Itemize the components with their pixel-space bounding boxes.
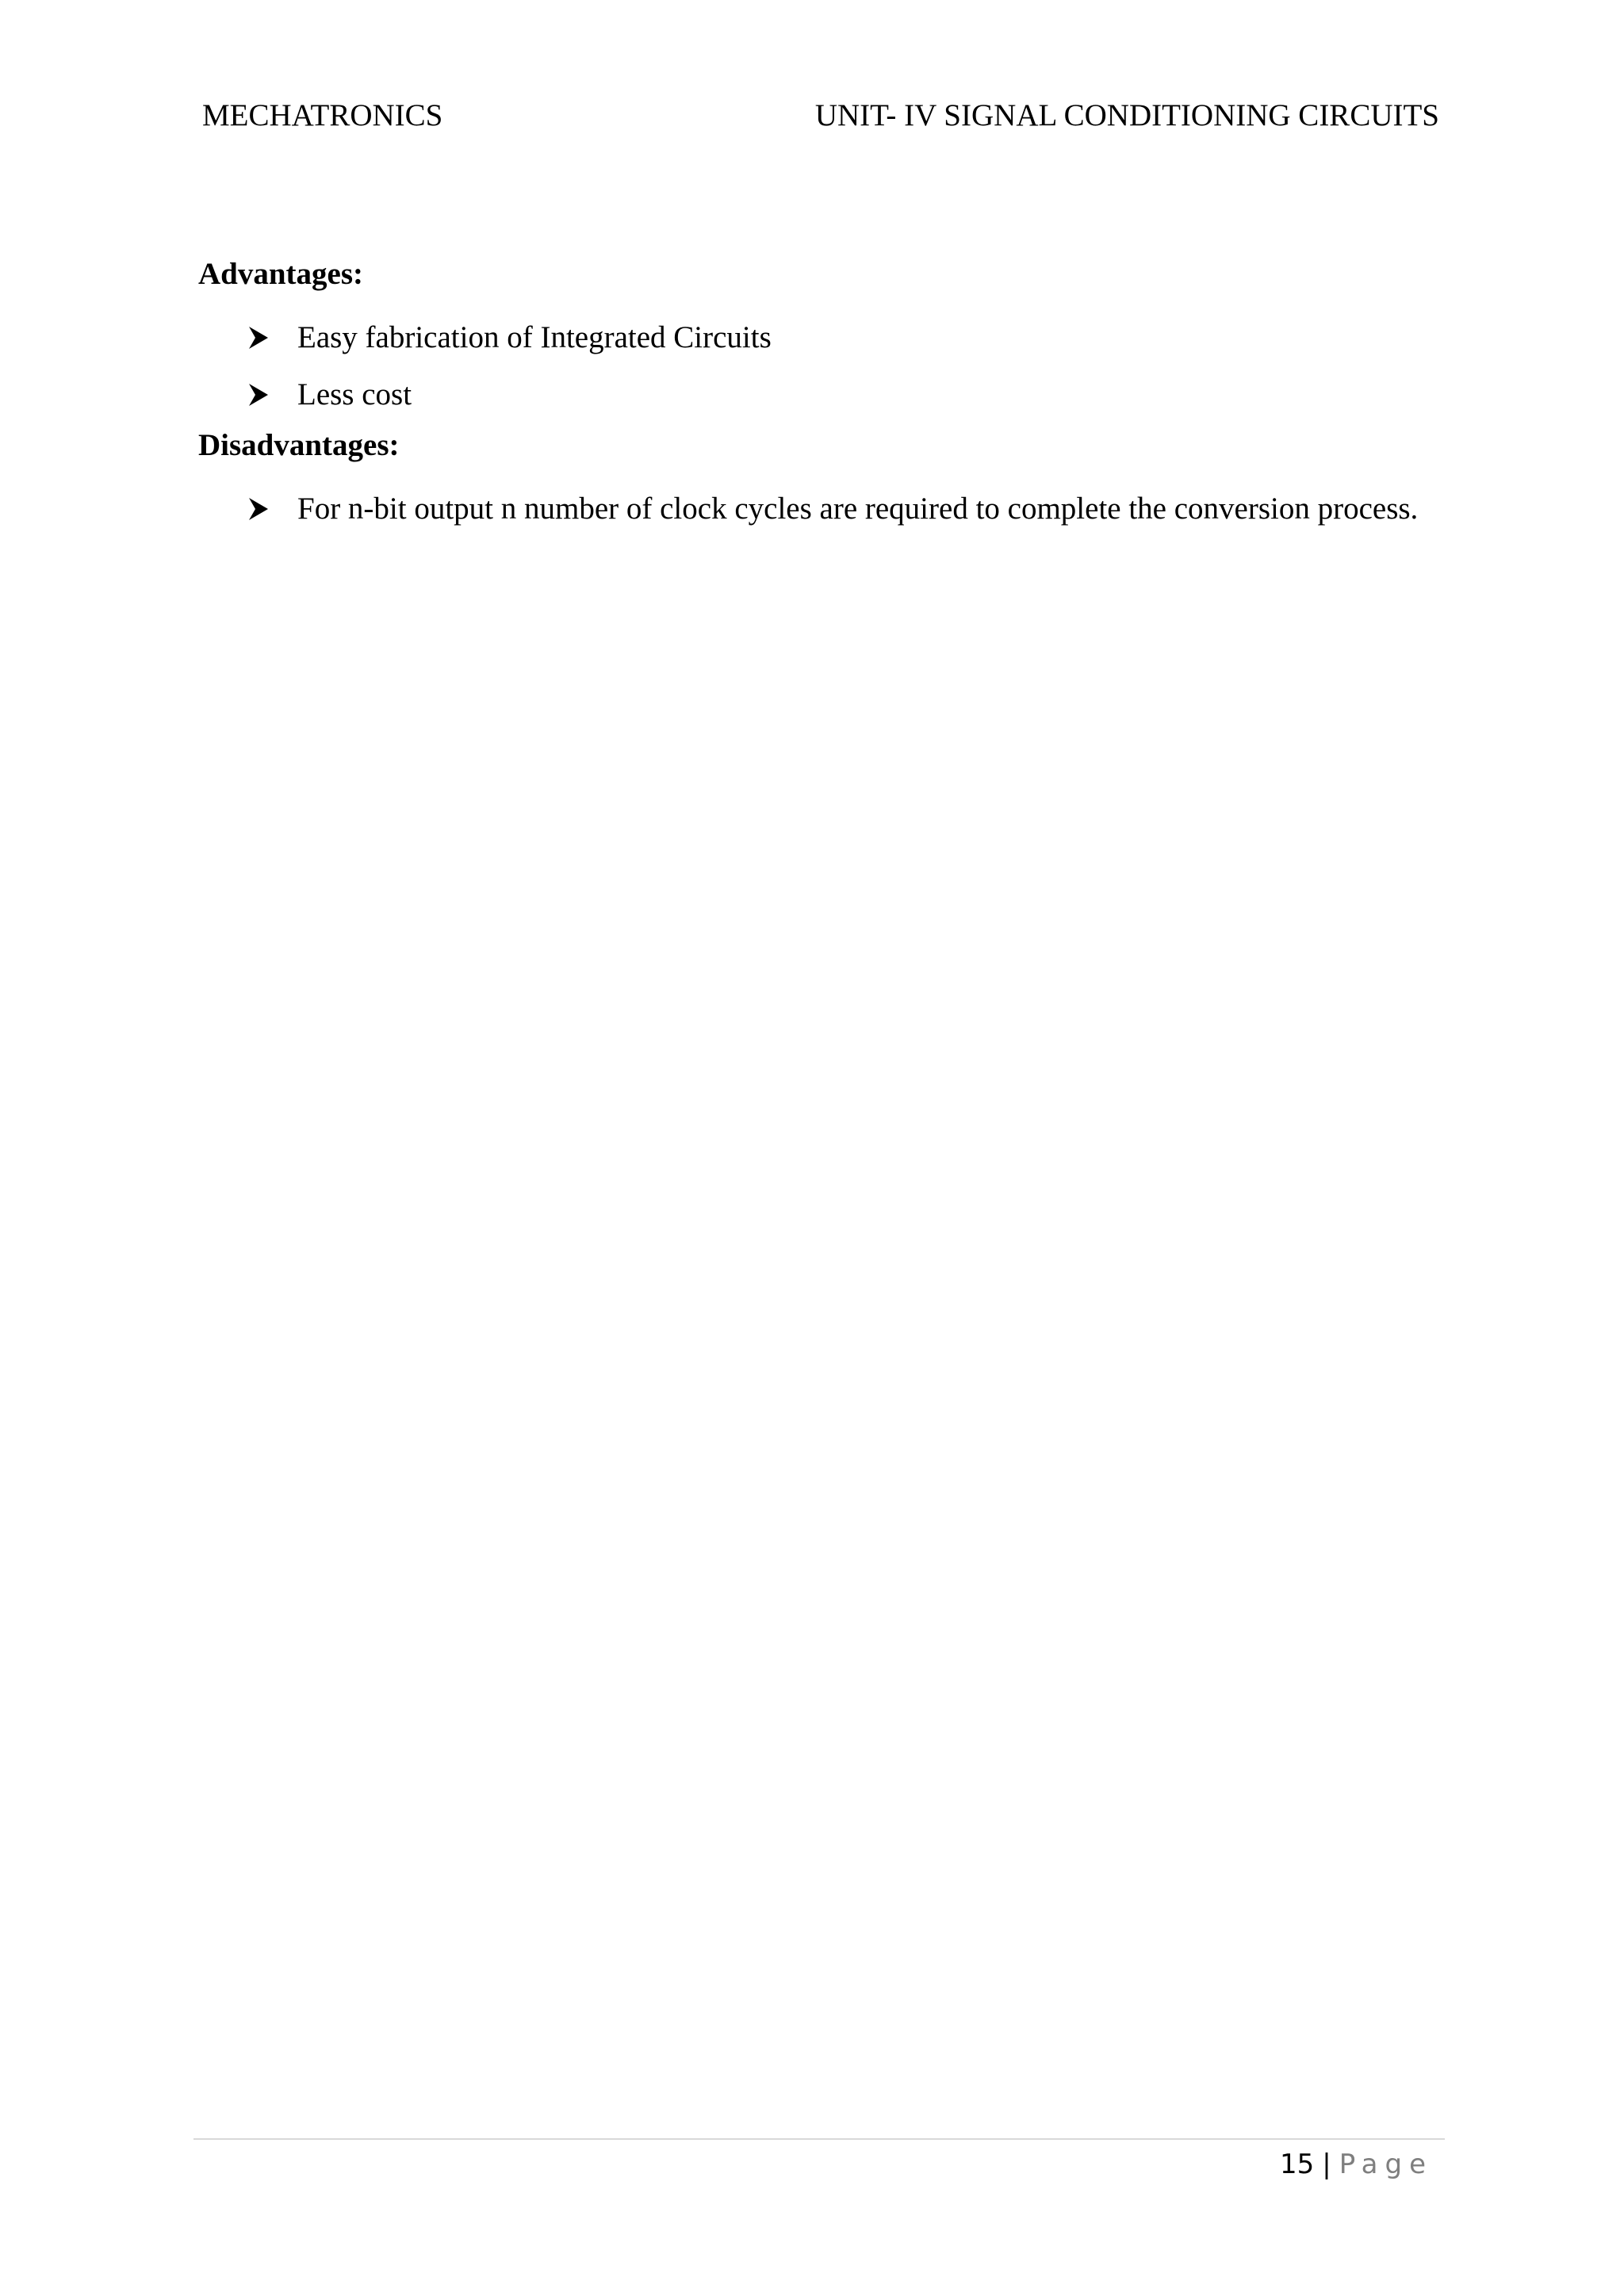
- advantages-heading: Advantages:: [198, 257, 364, 291]
- footer-separator: |: [1322, 2149, 1331, 2180]
- page-content: [198, 252, 1451, 538]
- arrowhead-bullet-icon: [248, 480, 277, 538]
- arrowhead-bullet-icon: [248, 309, 277, 366]
- list-item-text: For n-bit output n number of clock cycles are required to complete the conversion process.: [297, 492, 1419, 526]
- page-number: 15: [1279, 2149, 1315, 2180]
- page-footer: [1280, 2145, 1433, 2184]
- disadvantages-heading: Disadvantages:: [198, 428, 400, 462]
- page-label: Page: [1339, 2149, 1433, 2180]
- header-unit-title: UNIT- IV SIGNAL CONDITIONING CIRCUITS: [814, 98, 1439, 132]
- list-item: [198, 309, 1451, 366]
- arrowhead-bullet-icon: [248, 366, 277, 423]
- list-item: [198, 480, 1451, 538]
- advantages-list: [198, 309, 1451, 423]
- list-item: [198, 366, 1451, 423]
- list-item-text: Less cost: [297, 377, 412, 411]
- header-course-title: MECHATRONICS: [202, 98, 443, 132]
- disadvantages-list: [198, 480, 1451, 538]
- list-item-text: Easy fabrication of Integrated Circuits: [297, 320, 772, 354]
- footer-divider: [193, 2138, 1445, 2140]
